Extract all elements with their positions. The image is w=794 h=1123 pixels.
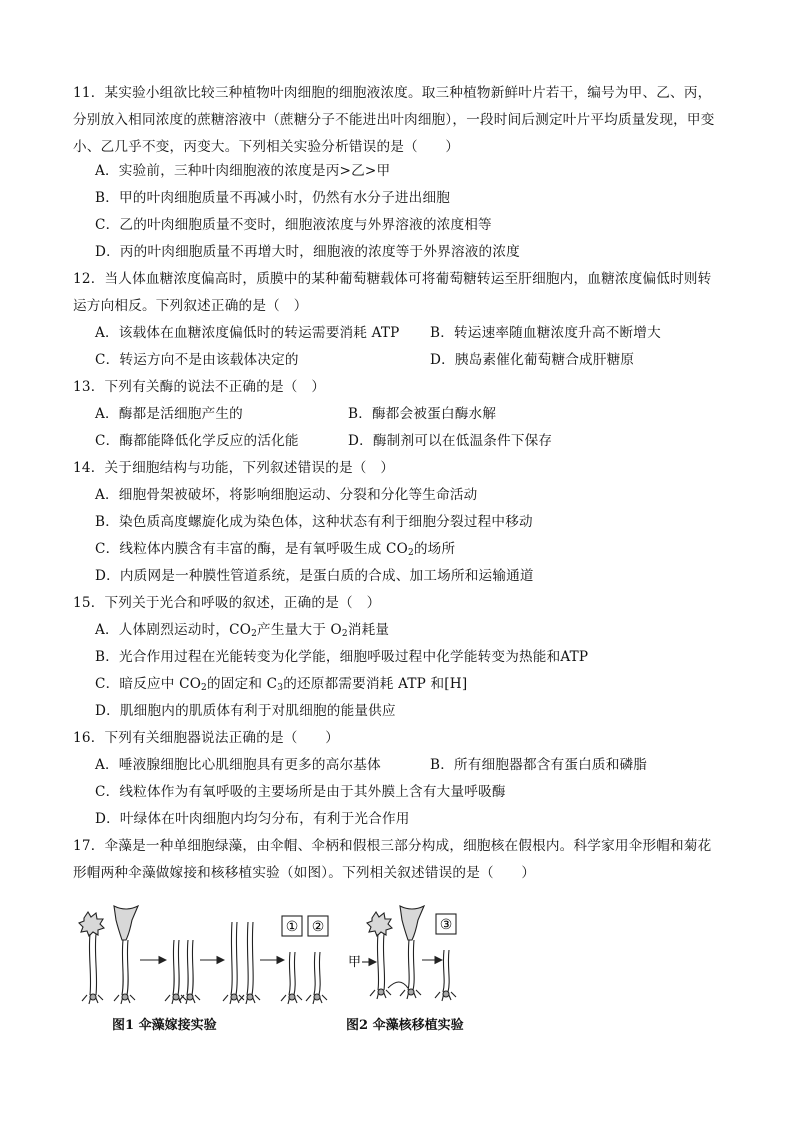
q12-line-2: 运方向相反。下列叙述正确的是（ ） xyxy=(73,298,308,314)
acetabularia-figure xyxy=(70,900,490,1010)
q12-option-b: B．转运速率随血糖浓度升高不断增大 xyxy=(430,325,661,341)
question-11-stem xyxy=(73,80,733,161)
q17-line-2: 形帽两种伞藻做嫁接和核移植实验（如图）。下列相关叙述错误的是（ ） xyxy=(73,865,536,881)
q15-c-subscript-1: 2 xyxy=(201,683,207,693)
q12-option-d: D．胰岛素催化葡萄糖合成肝糖原 xyxy=(430,352,635,368)
question-13-stem: 13．下列有关酶的说法不正确的是（ ） xyxy=(73,379,326,395)
cut-stalks xyxy=(165,940,200,1004)
question-17-stem xyxy=(73,833,733,887)
q13-option-a: A．酶都是活细胞产生的 xyxy=(95,406,243,422)
q15-option-d: D．肌细胞内的肌质体有利于对肌细胞的能量供应 xyxy=(95,703,396,719)
question-15-stem: 15．下列关于光合和呼吸的叙述，正确的是（ ） xyxy=(73,595,381,611)
q11-option-c: C．乙的叶肉细胞质量不变时，细胞液浓度与外界溶液的浓度相等 xyxy=(95,217,492,233)
q16-option-d: D．叶绿体在叶肉细胞内均匀分布，有利于光合作用 xyxy=(95,811,410,827)
question-12-stem xyxy=(73,266,733,320)
q15-c-text-end: 的还原都需要消耗 ATP 和[H] xyxy=(283,676,468,692)
chrysanthemum-cap-plant xyxy=(79,912,104,1004)
q14-option-b: B．染色质高度螺旋化成为染色体，这种状态有利于细胞分裂过程中移动 xyxy=(95,514,533,530)
q15-a-subscript-2: 2 xyxy=(341,629,348,639)
q14-c-text-end: 的场所 xyxy=(413,541,456,557)
q15-a-text: A．人体剧烈运动时，CO xyxy=(95,622,252,638)
q15-c-text-mid: 的固定和 C xyxy=(206,676,278,692)
q14-c-subscript: 2 xyxy=(407,548,414,558)
q17-line-1: 17．伞藻是一种单细胞绿藻，由伞帽、伞柄和假根三部分构成，细胞核在假根内。科学家用伞形帽和菊花 xyxy=(73,838,712,854)
q11-line-1: 11．某实验小组欲比较三种植物叶肉细胞的细胞液浓度。取三种植物新鲜叶片若干，编号为甲、乙、丙， xyxy=(73,85,712,101)
q12-option-a: A．该载体在血糖浓度偏低时的转运需要消耗 ATP xyxy=(95,325,400,341)
box-1-label: ① xyxy=(285,919,299,935)
figure-2-caption: 图2 伞藻核移植实验 xyxy=(346,1018,464,1033)
label-jia: 甲 xyxy=(348,955,362,970)
q11-line-3: 小、乙几乎不变，丙变大。下列相关实验分析错误的是（ ） xyxy=(73,139,460,155)
question-14-stem: 14．关于细胞结构与功能，下列叙述错误的是（ ） xyxy=(73,460,395,476)
q14-c-text: C．线粒体内膜含有丰富的酶，是有氧呼吸生成 CO xyxy=(95,541,408,557)
q13-option-c: C．酶都能降低化学反应的活化能 xyxy=(95,433,299,449)
umbrella-cap-plant xyxy=(114,906,138,1004)
grafted-stalks xyxy=(223,922,260,1004)
q15-a-text-end: 消耗量 xyxy=(347,622,390,638)
figure-1-caption: 图1 伞藻嫁接实验 xyxy=(112,1018,217,1033)
q11-option-b: B．甲的叶肉细胞质量不再减小时，仍然有水分子进出细胞 xyxy=(95,190,451,206)
question-16-stem: 16．下列有关细胞器说法正确的是（ ） xyxy=(73,730,339,746)
q12-line-1: 12．当人体血糖浓度偏高时，质膜中的某种葡萄糖载体可将葡萄糖转运至肝细胞内，血糖浓度偏低时则转 xyxy=(73,271,712,287)
q11-line-2: 分别放入相同浓度的蔗糖溶液中（蔗糖分子不能进出叶肉细胞），一段时间后测定叶片平均质量发现，甲变 xyxy=(73,112,715,128)
q15-a-subscript-1: 2 xyxy=(251,629,258,639)
q15-c-subscript-2: 3 xyxy=(277,683,284,693)
box-2-label: ② xyxy=(311,919,325,935)
q11-option-a: A．实验前，三种叶肉细胞液的浓度是丙>乙>甲 xyxy=(95,163,391,179)
q14-option-d: D．内质网是一种膜性管道系统，是蛋白质的合成、加工场所和运输通道 xyxy=(95,568,534,584)
q15-a-text-mid: 产生量大于 O xyxy=(257,622,342,638)
q13-option-d: D．酶制剂可以在低温条件下保存 xyxy=(348,433,553,449)
q16-option-a: A．唾液腺细胞比心肌细胞具有更多的高尔基体 xyxy=(95,757,381,773)
box-3-label: ③ xyxy=(439,917,453,933)
q16-option-c: C．线粒体作为有氧呼吸的主要场所是由于其外膜上含有大量呼吸酶 xyxy=(95,784,506,800)
q11-option-d: D．丙的叶肉细胞质量不再增大时，细胞液的浓度等于外界溶液的浓度 xyxy=(95,244,520,260)
q16-option-b: B．所有细胞器都含有蛋白质和磷脂 xyxy=(430,757,648,773)
q12-option-c: C．转运方向不是由该载体决定的 xyxy=(95,352,299,368)
q13-option-b: B．酶都会被蛋白酶水解 xyxy=(348,406,497,422)
q15-c-text: C．暗反应中 CO xyxy=(95,676,202,692)
q14-option-a: A．细胞骨架被破坏，将影响细胞运动、分裂和分化等生命活动 xyxy=(95,487,478,503)
q15-option-b: B．光合作用过程在光能转变为化学能，细胞呼吸过程中化学能转变为热能和ATP xyxy=(95,649,589,665)
